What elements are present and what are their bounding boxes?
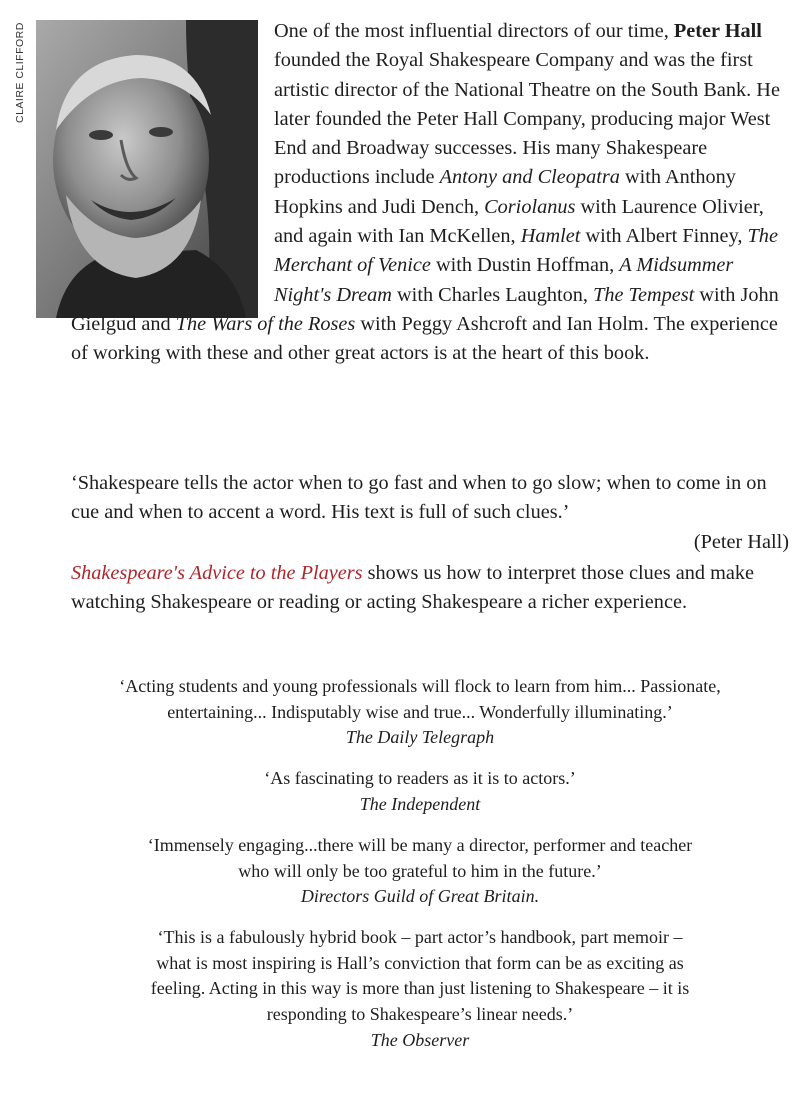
author-name: Peter Hall xyxy=(673,20,762,42)
production-title: A Midsummer Night's Dream xyxy=(274,254,734,306)
review-line: what is most inspiring is Hall’s conviction that form can be as exciting as xyxy=(156,952,684,973)
review-item xyxy=(40,766,800,817)
review-line: ‘Immensely engaging...there will be many a director, performer and teacher xyxy=(147,834,693,855)
author-bio: One of the most influential directors of our time, Peter Hall founded the Royal Shakespeare Company and was the first artistic director of the National Theatre on the South Bank. He later founded the Peter Hall Company, producing major West End and Broadway successes. His many Shakespeare productions include Antony and Cleopatra with Anthony Hopkins and Judi Dench, Coriolanus with Laurence Olivier, and again with Ian McKellen, Hamlet with Albert Finney, The Merchant of Venice with Dustin Hoffman, A Midsummer Night's Dream with Charles Laughton, The Tempest with John Gielgud and The Wars of the Roses with Peggy Ashcroft and Ian Holm. The experience of working with these and other great actors is at the heart of this book. xyxy=(71,17,791,369)
production-title: The Wars of the Roses xyxy=(175,312,356,335)
review-item xyxy=(40,925,800,1053)
book-description-text: shows us how to interpret those clues and make watching Shakespeare or reading or acting Shakespeare a richer experience. xyxy=(71,562,755,614)
review-item xyxy=(40,833,800,910)
author-quote xyxy=(71,469,789,557)
production-title: The Merchant of Venice xyxy=(274,225,778,277)
review-source: The Observer xyxy=(370,1029,470,1050)
review-line: ‘Acting students and young professionals will flock to learn from him... Passionate, xyxy=(119,676,721,696)
production-title: The Tempest xyxy=(593,283,695,306)
production-title: Hamlet xyxy=(520,225,581,248)
production-title: Coriolanus xyxy=(484,195,576,218)
review-line: feeling. Acting in this way is more than just listening to Shakespeare – it is xyxy=(150,978,690,999)
press-reviews xyxy=(40,674,800,1069)
bio-sentence-1: One of the most influential directors of our time, xyxy=(274,20,669,42)
quote-attribution: (Peter Hall) xyxy=(693,530,789,553)
review-source: The Daily Telegraph xyxy=(345,727,495,748)
review-line: responding to Shakespeare’s linear needs.’ xyxy=(266,1004,574,1025)
photo-credit: CLAIRE CLIFFORD xyxy=(14,22,26,123)
review-source: The Independent xyxy=(359,793,481,814)
book-description xyxy=(71,559,789,618)
review-source: Directors Guild of Great Britain. xyxy=(300,886,540,907)
review-line: entertaining... Indisputably wise and true... Wonderfully illuminating.’ xyxy=(167,701,673,722)
review-line: who will only be too grateful to him in the future.’ xyxy=(238,860,602,881)
review-line: ‘This is a fabulously hybrid book – part actor’s handbook, part memoir – xyxy=(157,927,683,948)
photo-spacer xyxy=(71,17,274,309)
review-item xyxy=(40,674,800,751)
book-title: Shakespeare's Advice to the Players xyxy=(71,562,363,584)
quote-text: ‘Shakespeare tells the actor when to go fast and when to go slow; when to come in on cue and when to accent a word. His text is full of such clues.’ xyxy=(71,472,767,524)
review-line: ‘As fascinating to readers as it is to actors.’ xyxy=(264,768,576,789)
production-title: Antony and Cleopatra xyxy=(439,166,620,189)
